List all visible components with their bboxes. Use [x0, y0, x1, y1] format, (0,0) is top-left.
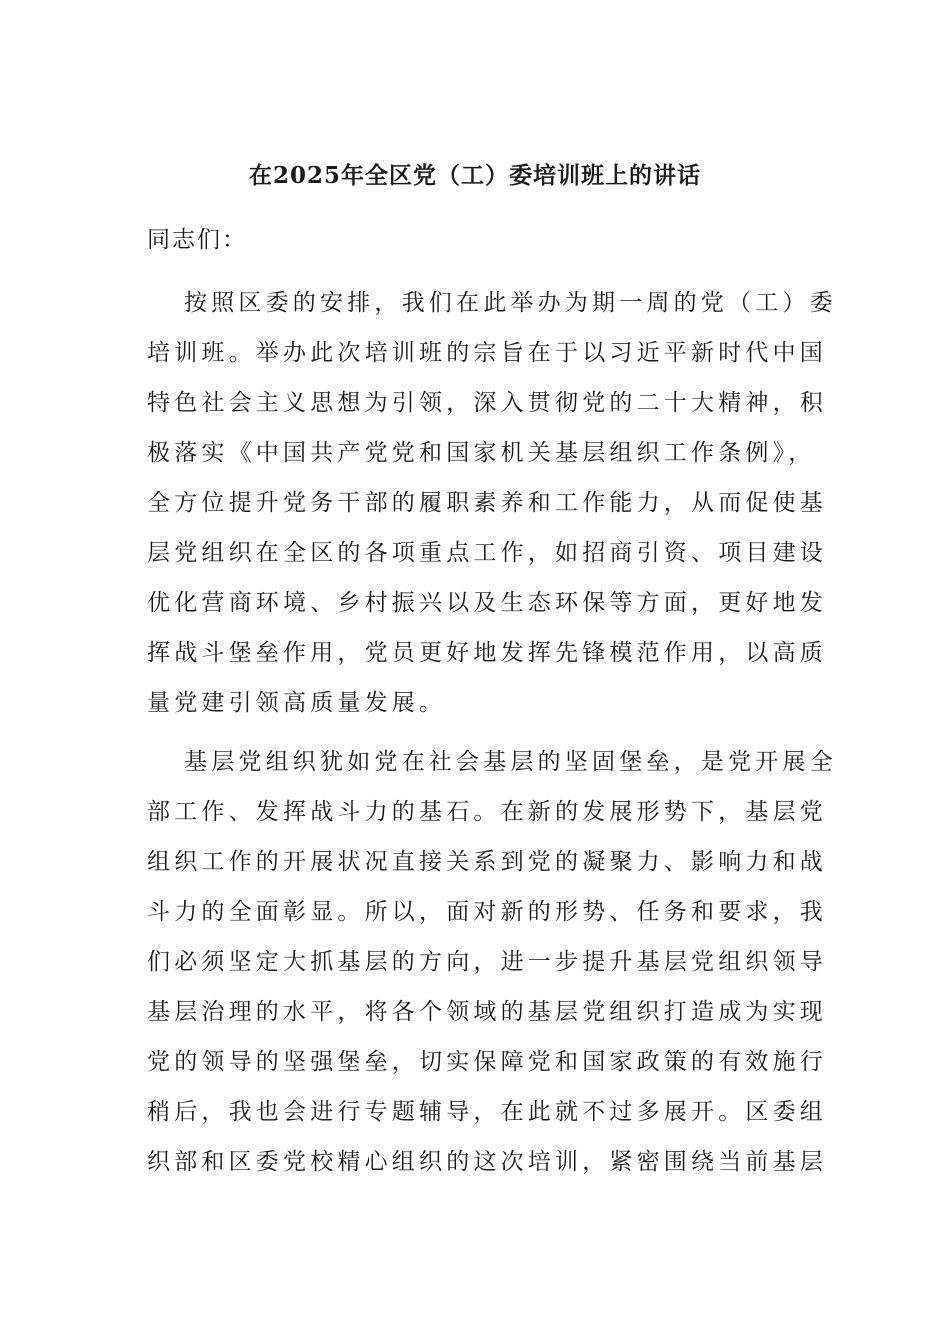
text-line: 基层治理的水平，将各个领域的基层党组织打造成为实现: [147, 999, 827, 1025]
text-line: 量党建引领高质量发展。: [147, 690, 447, 716]
text-line: 特色社会主义思想为引领，深入贯彻党的二十大精神，积: [147, 390, 827, 416]
text-line: 按照区委的安排，我们在此举办为期一周的党（工）委: [184, 290, 837, 316]
text-line: 织部和区委党校精心组织的这次培训，紧密围绕当前基层: [147, 1149, 827, 1175]
salutation: 同志们：: [147, 227, 247, 253]
text-line: 培训班。举办此次培训班的宗旨在于以习近平新时代中国: [147, 340, 827, 366]
text-line: 全方位提升党务干部的履职素养和工作能力，从而促使基: [147, 490, 827, 516]
text-line: 挥战斗堡垒作用，党员更好地发挥先锋模范作用，以高质: [147, 640, 827, 666]
text-line: 党的领导的坚强堡垒，切实保障党和国家政策的有效施行: [147, 1049, 827, 1075]
text-line: 基层党组织犹如党在社会基层的坚固堡垒，是党开展全: [184, 749, 837, 775]
text-line: 部工作、发挥战斗力的基石。在新的发展形势下，基层党: [147, 799, 827, 825]
text-line: 斗力的全面彰显。所以，面对新的形势、任务和要求，我: [147, 899, 827, 925]
text-line: 极落实《中国共产党党和国家机关基层组织工作条例》，: [147, 440, 816, 466]
document-title: 在2025年全区党（工）委培训班上的讲话: [248, 162, 701, 189]
text-line: 优化营商环境、乡村振兴以及生态环保等方面，更好地发: [147, 590, 827, 616]
text-line: 们必须坚定大抓基层的方向，进一步提升基层党组织领导: [147, 949, 827, 975]
paragraph-1: [147, 278, 837, 728]
paragraph-2: [147, 737, 837, 1187]
text-line: 组织工作的开展状况直接关系到党的凝聚力、影响力和战: [147, 849, 827, 875]
text-line: 层党组织在全区的各项重点工作，如招商引资、项目建设: [147, 540, 827, 566]
text-line: 稍后，我也会进行专题辅导，在此就不过多展开。区委组: [147, 1099, 827, 1125]
